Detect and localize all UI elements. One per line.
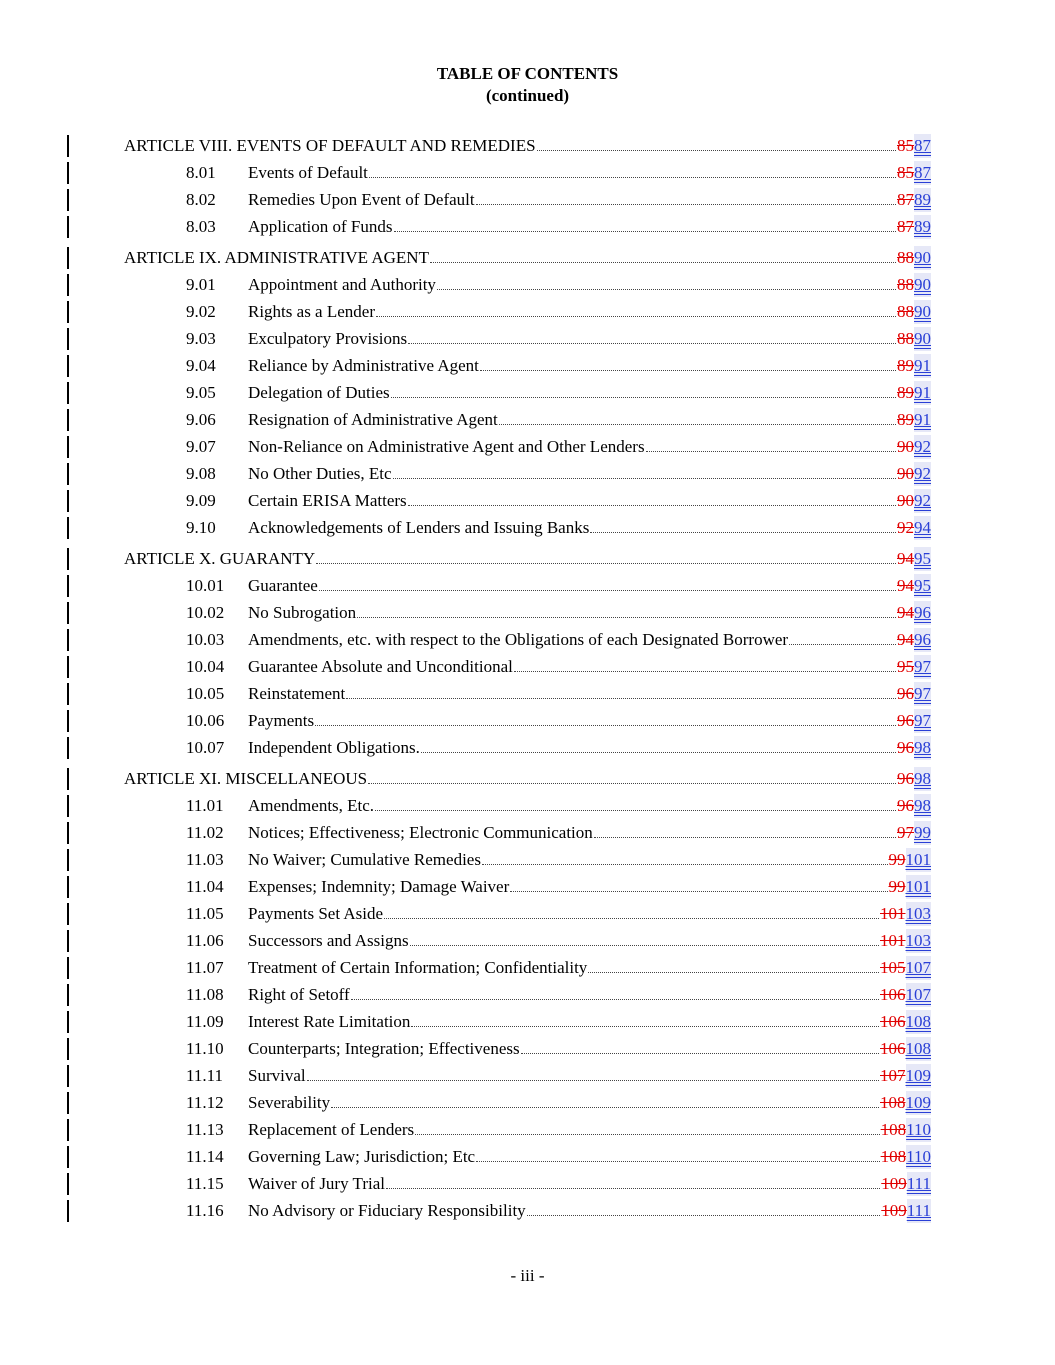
deleted-page-number: 87 bbox=[897, 190, 914, 209]
dot-leader bbox=[476, 1160, 880, 1162]
entry-title: Amendments, etc. with respect to the Obligations of each Designated Borrower bbox=[248, 630, 789, 649]
toc-article-entry[interactable] bbox=[0, 246, 1055, 270]
entry-title: Treatment of Certain Information; Confidentiality bbox=[248, 958, 588, 977]
entry-title: Reinstatement bbox=[248, 684, 346, 703]
section-number: 11.10 bbox=[186, 1039, 224, 1058]
entry-title: Severability bbox=[248, 1093, 331, 1112]
inserted-page-number[interactable]: 90 bbox=[914, 273, 931, 297]
deleted-page-number: 109 bbox=[881, 1201, 907, 1220]
deleted-page-number: 90 bbox=[897, 491, 914, 510]
page-number: - iii - bbox=[510, 1266, 545, 1285]
deleted-page-number: 109 bbox=[881, 1174, 907, 1193]
inserted-page-number[interactable]: 101 bbox=[906, 875, 932, 899]
inserted-page-number[interactable]: 89 bbox=[914, 188, 931, 212]
deleted-page-number: 96 bbox=[897, 769, 914, 788]
entry-title: Rights as a Lender bbox=[248, 302, 375, 321]
section-number: 9.05 bbox=[186, 383, 216, 402]
section-number: 11.02 bbox=[186, 823, 224, 842]
section-number: 10.07 bbox=[186, 738, 225, 757]
entry-title: Expenses; Indemnity; Damage Waiver bbox=[248, 877, 510, 896]
deleted-page-number: 85 bbox=[897, 136, 914, 155]
dot-leader bbox=[588, 971, 879, 973]
section-number: 9.09 bbox=[186, 491, 216, 510]
inserted-page-number[interactable]: 107 bbox=[906, 956, 932, 980]
dot-leader bbox=[376, 315, 896, 317]
section-number: 9.04 bbox=[186, 356, 216, 375]
inserted-page-number[interactable]: 95 bbox=[914, 547, 931, 571]
dot-leader bbox=[521, 1052, 879, 1054]
toc-section-entry[interactable] bbox=[0, 1037, 1055, 1061]
entry-title: Interest Rate Limitation bbox=[248, 1012, 411, 1031]
toc-section-entry[interactable] bbox=[0, 628, 1055, 652]
toc-section-entry[interactable] bbox=[0, 736, 1055, 760]
entry-title: No Advisory or Fiduciary Responsibility bbox=[248, 1201, 526, 1220]
dot-leader bbox=[394, 230, 897, 232]
inserted-page-number[interactable]: 107 bbox=[906, 983, 932, 1007]
dot-leader bbox=[351, 998, 879, 1000]
toc-section-entry[interactable] bbox=[0, 929, 1055, 953]
inserted-page-number[interactable]: 90 bbox=[914, 327, 931, 351]
section-number: 9.07 bbox=[186, 437, 216, 456]
entry-title: Delegation of Duties bbox=[248, 383, 390, 402]
inserted-page-number[interactable]: 95 bbox=[914, 574, 931, 598]
entry-title: Survival bbox=[248, 1066, 306, 1085]
dot-leader bbox=[537, 149, 896, 151]
section-number: 11.08 bbox=[186, 985, 224, 1004]
dot-leader bbox=[391, 396, 896, 398]
deleted-page-number: 88 bbox=[897, 302, 914, 321]
deleted-page-number: 85 bbox=[897, 163, 914, 182]
entry-title: Resignation of Administrative Agent bbox=[248, 410, 498, 429]
entry-title: Certain ERISA Matters bbox=[248, 491, 407, 510]
inserted-page-number[interactable]: 90 bbox=[914, 246, 931, 270]
entry-title: ARTICLE VIII. EVENTS OF DEFAULT AND REMEDIES bbox=[124, 136, 536, 155]
dot-leader bbox=[346, 697, 896, 699]
deleted-page-number: 105 bbox=[880, 958, 906, 977]
entry-title: Independent Obligations. bbox=[248, 738, 420, 757]
dot-leader bbox=[411, 1025, 879, 1027]
section-number: 9.01 bbox=[186, 275, 216, 294]
dot-leader bbox=[415, 1133, 879, 1135]
section-number: 10.02 bbox=[186, 603, 225, 622]
section-number: 10.05 bbox=[186, 684, 225, 703]
section-number: 11.07 bbox=[186, 958, 224, 977]
toc-section-entry[interactable] bbox=[0, 516, 1055, 540]
section-number: 11.03 bbox=[186, 850, 224, 869]
dot-leader bbox=[476, 203, 896, 205]
dot-leader bbox=[594, 836, 896, 838]
deleted-page-number: 90 bbox=[897, 437, 914, 456]
deleted-page-number: 90 bbox=[897, 464, 914, 483]
dot-leader bbox=[408, 504, 896, 506]
dot-leader bbox=[437, 288, 896, 290]
entry-title: Payments Set Aside bbox=[248, 904, 384, 923]
toc-section-entry[interactable] bbox=[0, 300, 1055, 324]
dot-leader bbox=[410, 944, 879, 946]
deleted-page-number: 88 bbox=[897, 329, 914, 348]
section-number: 8.02 bbox=[186, 190, 216, 209]
entry-title: ARTICLE IX. ADMINISTRATIVE AGENT bbox=[124, 248, 429, 267]
dot-leader bbox=[375, 809, 896, 811]
entry-title: Guarantee Absolute and Unconditional bbox=[248, 657, 513, 676]
entry-title: ARTICLE X. GUARANTY bbox=[124, 549, 316, 568]
deleted-page-number: 88 bbox=[897, 248, 914, 267]
dot-leader bbox=[590, 531, 896, 533]
entry-title: Right of Setoff bbox=[248, 985, 350, 1004]
dot-leader bbox=[514, 670, 896, 672]
toc-section-entry[interactable] bbox=[0, 381, 1055, 405]
section-number: 11.09 bbox=[186, 1012, 224, 1031]
inserted-page-number[interactable]: 109 bbox=[906, 1064, 932, 1088]
dot-leader bbox=[789, 643, 896, 645]
inserted-page-number[interactable]: 98 bbox=[914, 736, 931, 760]
section-number: 10.04 bbox=[186, 657, 225, 676]
deleted-page-number: 89 bbox=[897, 410, 914, 429]
deleted-page-number: 107 bbox=[880, 1066, 906, 1085]
section-number: 11.14 bbox=[186, 1147, 224, 1166]
toc-section-entry[interactable] bbox=[0, 1172, 1055, 1196]
dot-leader bbox=[357, 616, 896, 618]
deleted-page-number: 96 bbox=[897, 684, 914, 703]
entry-title: Events of Default bbox=[248, 163, 368, 182]
entry-title: Counterparts; Integration; Effectiveness bbox=[248, 1039, 520, 1058]
toc-section-entry[interactable] bbox=[0, 848, 1055, 872]
toc-section-entry[interactable] bbox=[0, 655, 1055, 679]
inserted-page-number[interactable]: 98 bbox=[914, 767, 931, 791]
deleted-page-number: 96 bbox=[897, 796, 914, 815]
entry-title: Exculpatory Provisions bbox=[248, 329, 408, 348]
dot-leader bbox=[393, 477, 896, 479]
section-number: 11.01 bbox=[186, 796, 224, 815]
inserted-page-number[interactable]: 96 bbox=[914, 628, 931, 652]
deleted-page-number: 92 bbox=[897, 518, 914, 537]
entry-title: Successors and Assigns bbox=[248, 931, 409, 950]
section-number: 11.11 bbox=[186, 1066, 223, 1085]
dot-leader bbox=[510, 890, 887, 892]
dot-leader bbox=[384, 917, 879, 919]
inserted-page-number[interactable]: 87 bbox=[914, 134, 931, 158]
entry-title: Notices; Effectiveness; Electronic Communication bbox=[248, 823, 593, 842]
section-number: 11.13 bbox=[186, 1120, 224, 1139]
deleted-page-number: 108 bbox=[880, 1120, 907, 1139]
inserted-page-number[interactable]: 110 bbox=[906, 1145, 931, 1169]
inserted-page-number[interactable]: 111 bbox=[907, 1172, 931, 1196]
deleted-page-number: 96 bbox=[897, 738, 914, 757]
section-number: 9.08 bbox=[186, 464, 216, 483]
section-number: 9.06 bbox=[186, 410, 216, 429]
toc-section-entry[interactable] bbox=[0, 489, 1055, 513]
deleted-page-number: 97 bbox=[897, 823, 914, 842]
inserted-page-number[interactable]: 90 bbox=[914, 300, 931, 324]
deleted-page-number: 94 bbox=[897, 576, 914, 595]
deleted-page-number: 87 bbox=[897, 217, 914, 236]
inserted-page-number[interactable]: 91 bbox=[914, 354, 931, 378]
dot-leader bbox=[368, 782, 896, 784]
entry-title: No Other Duties, Etc bbox=[248, 464, 392, 483]
inserted-page-number[interactable]: 98 bbox=[914, 794, 931, 818]
entry-title: Payments bbox=[248, 711, 315, 730]
deleted-page-number: 106 bbox=[880, 985, 906, 1004]
deleted-page-number: 101 bbox=[880, 904, 906, 923]
dot-leader bbox=[316, 562, 896, 564]
toc-section-entry[interactable] bbox=[0, 601, 1055, 625]
section-number: 11.06 bbox=[186, 931, 224, 950]
toc-section-entry[interactable] bbox=[0, 983, 1055, 1007]
dot-leader bbox=[480, 369, 896, 371]
toc-section-entry[interactable] bbox=[0, 1010, 1055, 1034]
toc-article-entry[interactable] bbox=[0, 134, 1055, 158]
entry-title: Appointment and Authority bbox=[248, 275, 436, 294]
section-number: 11.16 bbox=[186, 1201, 224, 1220]
section-number: 10.06 bbox=[186, 711, 225, 730]
inserted-page-number[interactable]: 92 bbox=[914, 489, 931, 513]
toc-article-entry[interactable] bbox=[0, 767, 1055, 791]
section-number: 10.03 bbox=[186, 630, 225, 649]
page-title: TABLE OF CONTENTS bbox=[436, 64, 619, 83]
section-number: 11.05 bbox=[186, 904, 224, 923]
deleted-page-number: 106 bbox=[880, 1039, 906, 1058]
toc-section-entry[interactable] bbox=[0, 215, 1055, 239]
dot-leader bbox=[408, 342, 896, 344]
deleted-page-number: 88 bbox=[897, 275, 914, 294]
dot-leader bbox=[386, 1187, 880, 1189]
inserted-page-number[interactable]: 89 bbox=[914, 215, 931, 239]
toc-section-entry[interactable] bbox=[0, 188, 1055, 212]
toc-section-entry[interactable] bbox=[0, 875, 1055, 899]
dot-leader bbox=[527, 1214, 881, 1216]
toc-section-entry[interactable] bbox=[0, 462, 1055, 486]
toc-section-entry[interactable] bbox=[0, 435, 1055, 459]
inserted-page-number[interactable]: 97 bbox=[914, 709, 931, 733]
entry-title: ARTICLE XI. MISCELLANEOUS bbox=[124, 769, 368, 788]
deleted-page-number: 108 bbox=[880, 1093, 906, 1112]
dot-leader bbox=[369, 176, 896, 178]
dot-leader bbox=[482, 863, 888, 865]
toc-section-entry[interactable] bbox=[0, 902, 1055, 926]
dot-leader bbox=[499, 423, 896, 425]
inserted-page-number[interactable]: 97 bbox=[914, 655, 931, 679]
section-number: 11.04 bbox=[186, 877, 224, 896]
toc-section-entry[interactable] bbox=[0, 1118, 1055, 1142]
entry-title: Reliance by Administrative Agent bbox=[248, 356, 479, 375]
section-number: 10.01 bbox=[186, 576, 225, 595]
deleted-page-number: 95 bbox=[897, 657, 914, 676]
toc-section-entry[interactable] bbox=[0, 956, 1055, 980]
toc-section-entry[interactable] bbox=[0, 821, 1055, 845]
inserted-page-number[interactable]: 91 bbox=[914, 408, 931, 432]
section-number: 8.01 bbox=[186, 163, 216, 182]
inserted-page-number[interactable]: 91 bbox=[914, 381, 931, 405]
toc-section-entry[interactable] bbox=[0, 709, 1055, 733]
inserted-page-number[interactable]: 92 bbox=[914, 435, 931, 459]
entry-title: Remedies Upon Event of Default bbox=[248, 190, 475, 209]
toc-section-entry[interactable] bbox=[0, 1199, 1055, 1223]
toc-section-entry[interactable] bbox=[0, 1091, 1055, 1115]
dot-leader bbox=[646, 450, 896, 452]
deleted-page-number: 106 bbox=[880, 1012, 906, 1031]
toc-section-entry[interactable] bbox=[0, 408, 1055, 432]
dot-leader bbox=[430, 261, 896, 263]
deleted-page-number: 101 bbox=[880, 931, 906, 950]
deleted-page-number: 94 bbox=[897, 630, 914, 649]
entry-title: Replacement of Lenders bbox=[248, 1120, 415, 1139]
deleted-page-number: 96 bbox=[897, 711, 914, 730]
inserted-page-number[interactable]: 110 bbox=[906, 1118, 931, 1142]
section-number: 9.02 bbox=[186, 302, 216, 321]
entry-title: Non-Reliance on Administrative Agent and Other Lenders bbox=[248, 437, 645, 456]
dot-leader bbox=[421, 751, 896, 753]
entry-title: Waiver of Jury Trial bbox=[248, 1174, 385, 1193]
inserted-page-number[interactable]: 111 bbox=[907, 1199, 931, 1223]
section-number: 11.12 bbox=[186, 1093, 224, 1112]
inserted-page-number[interactable]: 97 bbox=[914, 682, 931, 706]
toc-section-entry[interactable] bbox=[0, 161, 1055, 185]
section-number: 9.10 bbox=[186, 518, 216, 537]
entry-title: Amendments, Etc. bbox=[248, 796, 375, 815]
inserted-page-number[interactable]: 103 bbox=[906, 902, 932, 926]
section-number: 11.15 bbox=[186, 1174, 224, 1193]
deleted-page-number: 94 bbox=[897, 549, 914, 568]
section-number: 8.03 bbox=[186, 217, 216, 236]
entry-title: No Waiver; Cumulative Remedies bbox=[248, 850, 481, 869]
dot-leader bbox=[315, 724, 896, 726]
inserted-page-number[interactable]: 109 bbox=[906, 1091, 932, 1115]
dot-leader bbox=[331, 1106, 879, 1108]
dot-leader bbox=[307, 1079, 879, 1081]
entry-title: Guarantee bbox=[248, 576, 318, 595]
entry-title: Acknowledgements of Lenders and Issuing Banks bbox=[248, 518, 590, 537]
dot-leader bbox=[319, 589, 896, 591]
inserted-page-number[interactable]: 96 bbox=[914, 601, 931, 625]
toc-section-entry[interactable] bbox=[0, 682, 1055, 706]
deleted-page-number: 89 bbox=[897, 356, 914, 375]
entry-title: No Subrogation bbox=[248, 603, 357, 622]
entry-title: Governing Law; Jurisdiction; Etc bbox=[248, 1147, 476, 1166]
section-number: 9.03 bbox=[186, 329, 216, 348]
toc-section-entry[interactable] bbox=[0, 327, 1055, 351]
deleted-page-number: 99 bbox=[888, 850, 906, 869]
toc-section-entry[interactable] bbox=[0, 273, 1055, 297]
entry-title: Application of Funds bbox=[248, 217, 393, 236]
inserted-page-number[interactable]: 108 bbox=[906, 1010, 932, 1034]
deleted-page-number: 89 bbox=[897, 383, 914, 402]
deleted-page-number: 108 bbox=[880, 1147, 907, 1166]
inserted-page-number[interactable]: 92 bbox=[914, 462, 931, 486]
page-subtitle: (continued) bbox=[485, 86, 570, 105]
deleted-page-number: 99 bbox=[888, 877, 906, 896]
toc-section-entry[interactable] bbox=[0, 354, 1055, 378]
toc-article-entry[interactable] bbox=[0, 547, 1055, 571]
inserted-page-number[interactable]: 87 bbox=[914, 161, 931, 185]
toc-section-entry[interactable] bbox=[0, 1145, 1055, 1169]
toc-section-entry[interactable] bbox=[0, 794, 1055, 818]
inserted-page-number[interactable]: 99 bbox=[914, 821, 931, 845]
inserted-page-number[interactable]: 94 bbox=[914, 516, 931, 540]
toc-section-entry[interactable] bbox=[0, 1064, 1055, 1088]
inserted-page-number[interactable]: 108 bbox=[906, 1037, 932, 1061]
inserted-page-number[interactable]: 103 bbox=[906, 929, 932, 953]
inserted-page-number[interactable]: 101 bbox=[906, 848, 932, 872]
deleted-page-number: 94 bbox=[897, 603, 914, 622]
toc-section-entry[interactable] bbox=[0, 574, 1055, 598]
